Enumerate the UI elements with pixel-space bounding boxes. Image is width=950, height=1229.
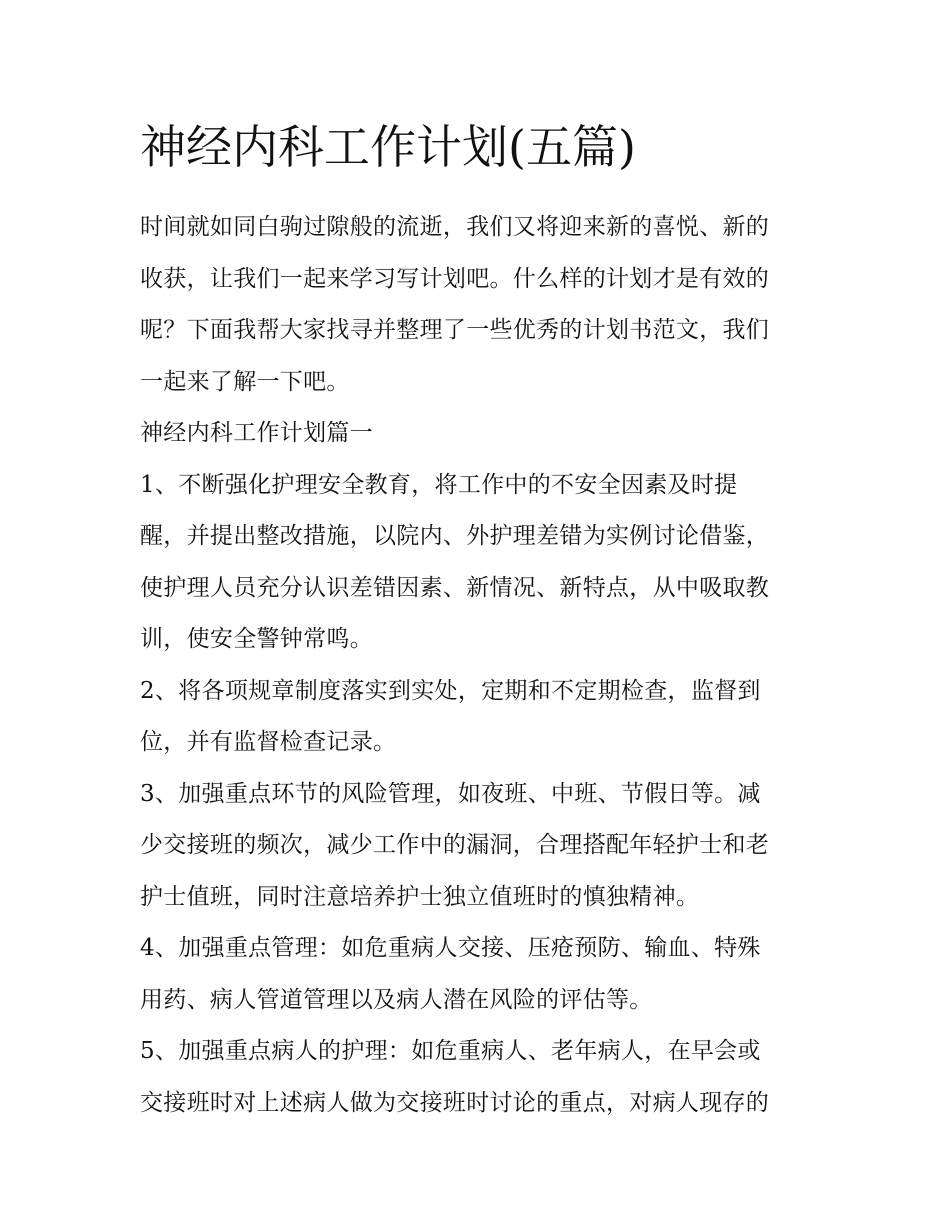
text-line: 位，并有监督检查记录。: [140, 729, 397, 755]
list-item-2: [140, 666, 810, 769]
text-line: 用药、病人管道管理以及病人潜在风险的评估等。: [140, 986, 653, 1013]
text-line: 神经内科工作计划篇一: [140, 420, 373, 446]
list-item-3: [140, 769, 810, 924]
document-title: 神经内科工作计划(五篇): [140, 120, 636, 174]
section-heading: [140, 408, 810, 460]
text-line: 少交接班的频次，减少工作中的漏洞，合理搭配年轻护士和老: [140, 832, 770, 858]
text-line: 训，使安全警钟常鸣。: [140, 626, 373, 652]
list-item-5: [140, 1026, 810, 1129]
text-line: 呢？下面我帮大家找寻并整理了一些优秀的计划书范文，我们: [140, 317, 770, 343]
text-line: 时间就如同白驹过隙般的流逝，我们又将迎来新的喜悦、新的: [140, 214, 770, 240]
intro-paragraph: [140, 202, 810, 408]
text-line: 使护理人员充分认识差错因素、新情况、新特点，从中吸取教: [140, 574, 770, 601]
text-line: 2、将各项规章制度落实到实处，定期和不定期检查，监督到: [140, 677, 761, 704]
list-item-4: [140, 923, 810, 1026]
text-line: 醒，并提出整改措施，以院内、外护理差错为实例讨论借鉴，: [140, 523, 770, 549]
text-line: 一起来了解一下吧。: [140, 368, 350, 395]
text-line: 收获，让我们一起来学习写计划吧。什么样的计划才是有效的: [140, 265, 770, 292]
text-line: 4、加强重点管理：如危重病人交接、压疮预防、输血、特殊: [140, 935, 761, 961]
text-line: 护士值班，同时注意培养护士独立值班时的慎独精神。: [140, 883, 700, 910]
text-line: 1、不断强化护理安全教育，将工作中的不安全因素及时提: [140, 471, 738, 498]
document-body: [140, 202, 810, 1129]
text-line: 5、加强重点病人的护理：如危重病人、老年病人，在早会或: [140, 1038, 761, 1064]
text-line: 交接班时对上述病人做为交接班时讨论的重点，对病人现存的: [140, 1089, 770, 1116]
text-line: 3、加强重点环节的风险管理，如夜班、中班、节假日等。减: [140, 780, 761, 807]
list-item-1: [140, 460, 810, 666]
